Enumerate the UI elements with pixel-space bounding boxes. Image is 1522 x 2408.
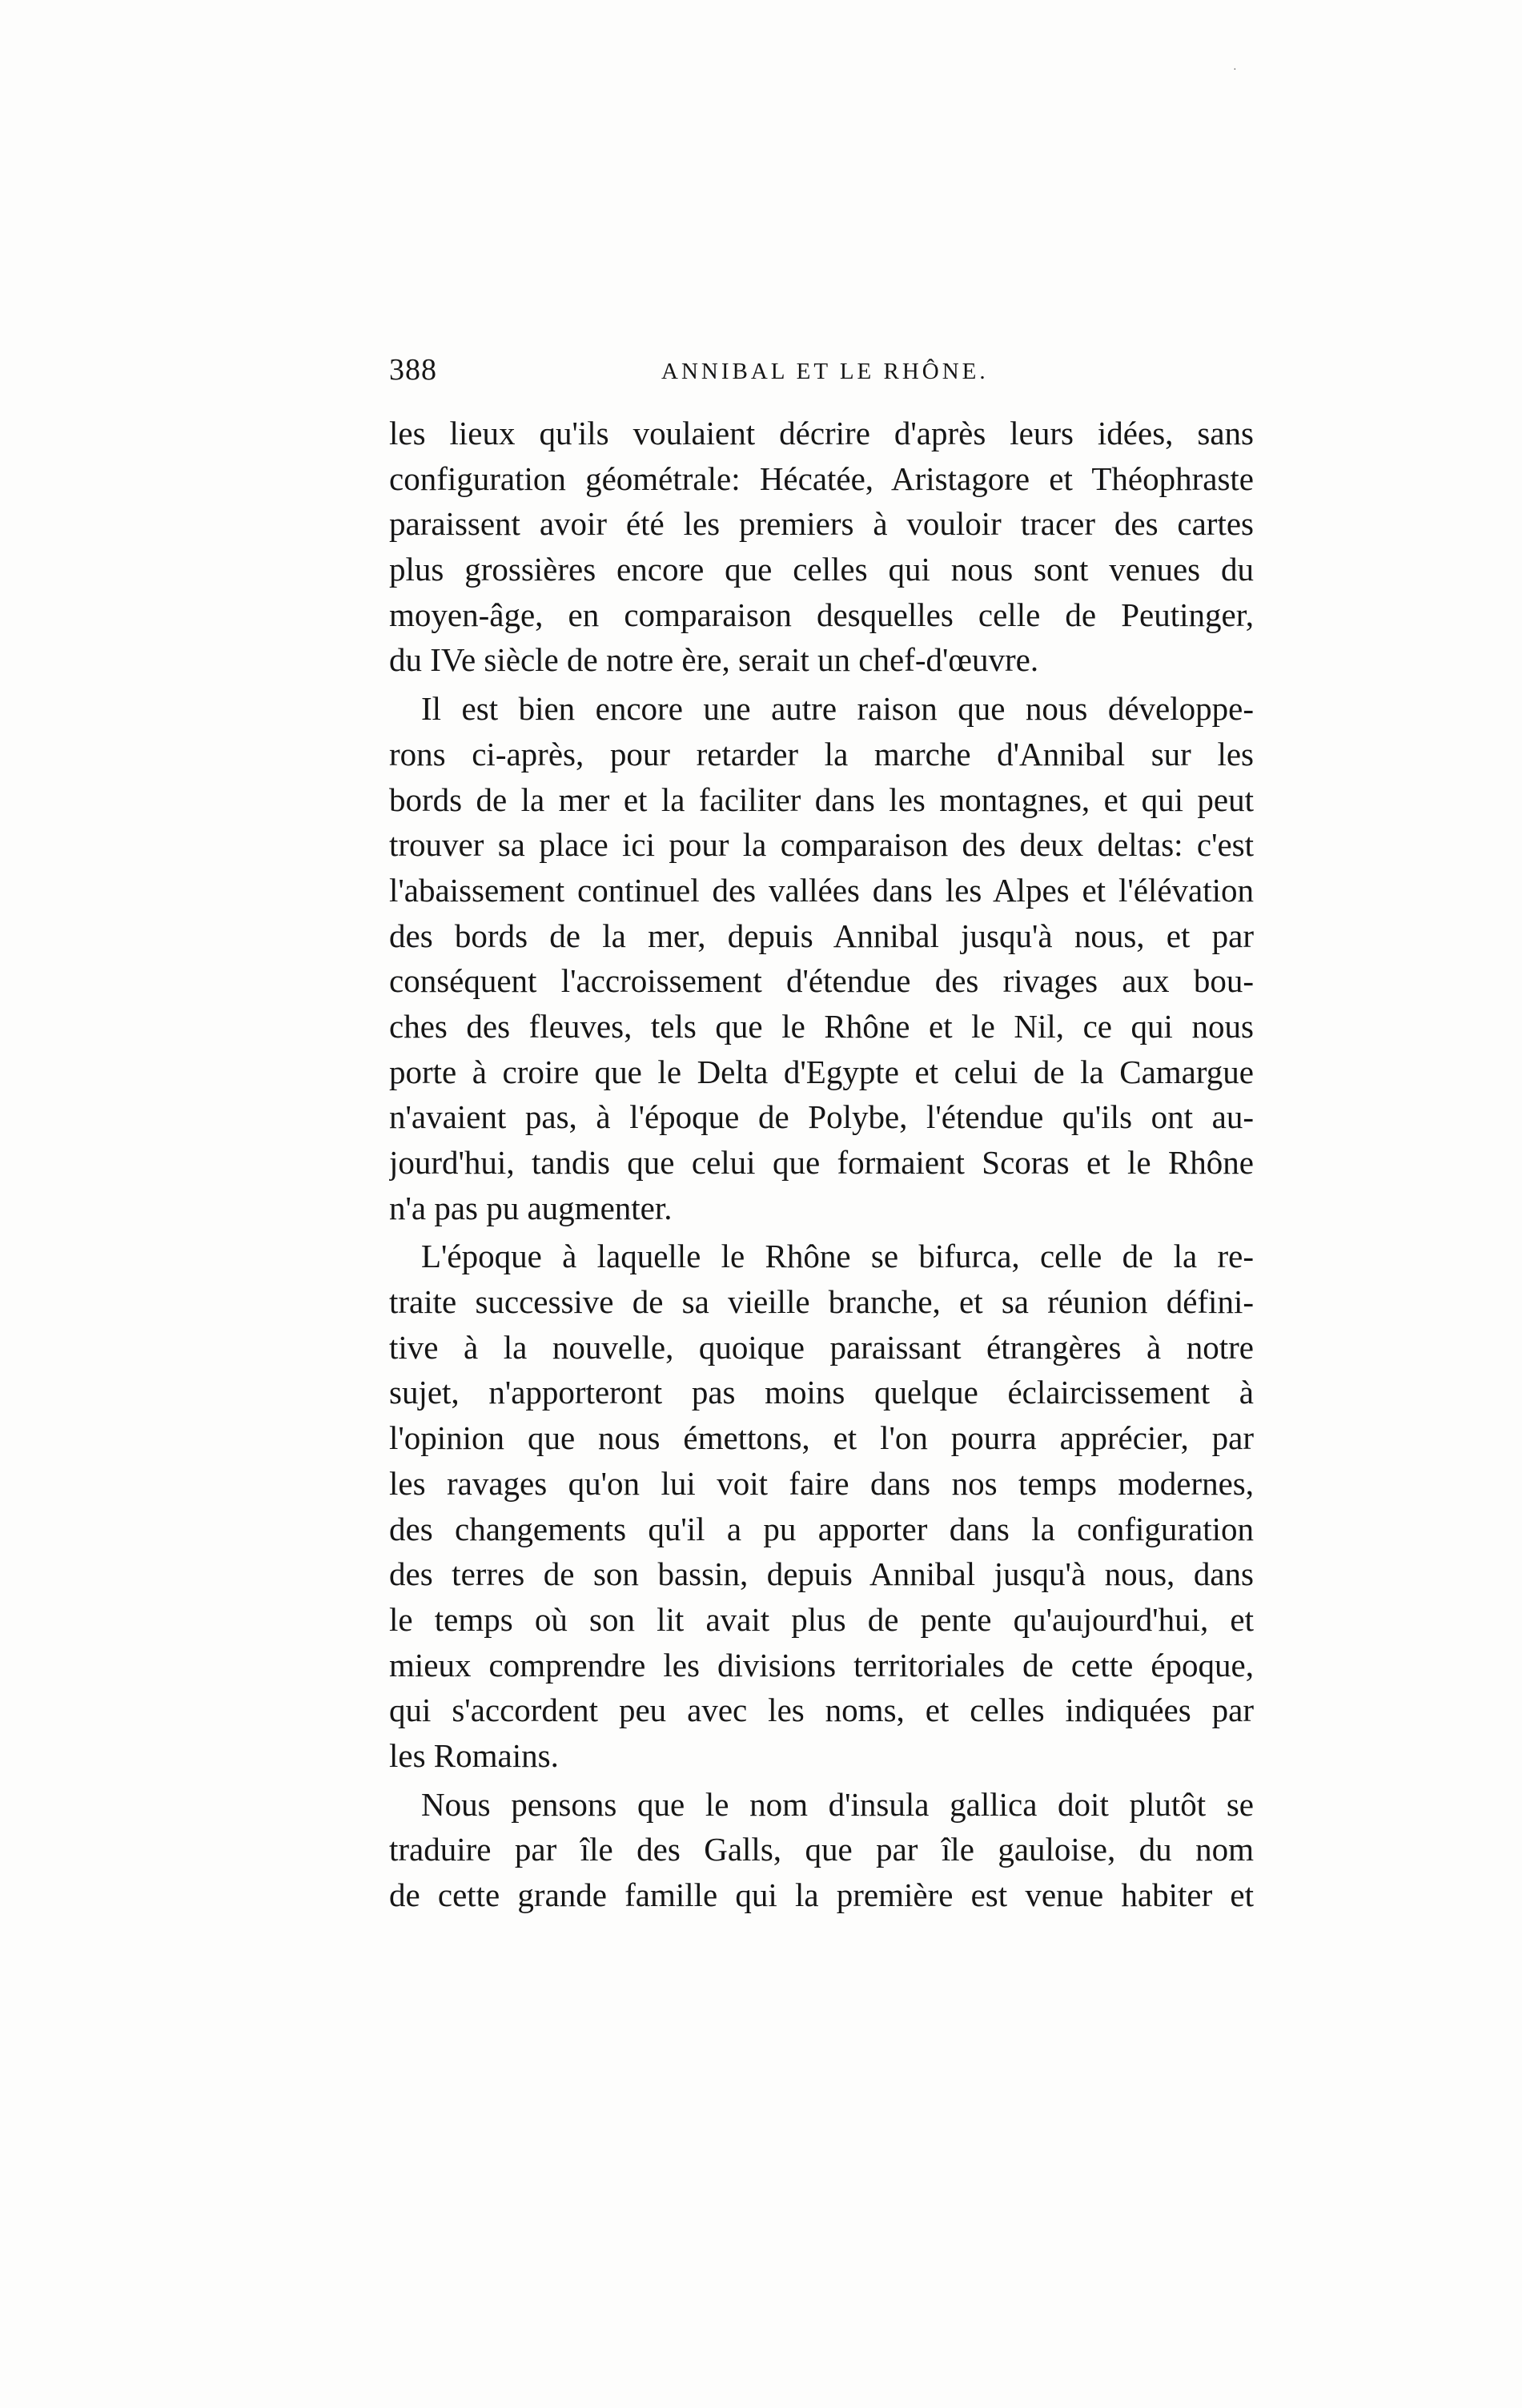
text-line: les lieux qu'ils voulaient décrire d'après leurs idées, sans	[389, 415, 1254, 451]
text-line: les Romains.	[389, 1736, 559, 1774]
text-line: bords de la mer et la faciliter dans les montagnes, et qui peut	[389, 781, 1254, 818]
text-line: n'avaient pas, à l'époque de Polybe, l'étendue qu'ils ont au-	[389, 1098, 1254, 1136]
text-line: l'opinion que nous émettons, et l'on pourra apprécier, par	[389, 1419, 1254, 1457]
stray-ink-mark: ·	[1233, 64, 1237, 76]
text-line: le temps où son lit avait plus de pente qu'aujourd'hui, et	[389, 1600, 1254, 1638]
text-line: Nous pensons que le nom d'insula gallica doit plutôt se	[421, 1785, 1254, 1823]
text-line: qui s'accordent peu avec les noms, et celles indiquées par	[389, 1692, 1254, 1729]
text-line: l'abaissement continuel des vallées dans les Alpes et l'élévation	[389, 871, 1254, 909]
text-line: des changements qu'il a pu apporter dans la configuration	[389, 1510, 1254, 1547]
text-line: des terres de son bassin, depuis Annibal jusqu'à nous, dans	[389, 1555, 1254, 1593]
body-text	[389, 411, 1254, 1918]
text-line: traduire par île des Galls, que par île gauloise, du nom	[389, 1831, 1254, 1868]
paragraph	[389, 1782, 1254, 1918]
text-line: traite successive de sa vieille branche, et sa réunion défini-	[389, 1283, 1254, 1321]
page-number: 388	[389, 353, 437, 387]
text-line: jourd'hui, tandis que celui que formaient Scoras et le Rhône	[389, 1144, 1254, 1181]
text-line: ches des fleuves, tels que le Rhône et le Nil, ce qui nous	[389, 1007, 1254, 1045]
text-line: n'a pas pu augmenter.	[389, 1189, 673, 1226]
text-line: plus grossières encore que celles qui nous sont venues du	[389, 551, 1254, 588]
running-head: ANNIBAL ET LE RHÔNE.	[661, 359, 989, 384]
text-line: les ravages qu'on lui voit faire dans nos temps modernes,	[389, 1464, 1254, 1502]
text-line: Il est bien encore une autre raison que nous développe-	[421, 690, 1254, 728]
text-line: des bords de la mer, depuis Annibal jusqu'à nous, et par	[389, 917, 1254, 954]
text-line: sujet, n'apporteront pas moins quelque éclaircissement à	[389, 1374, 1254, 1411]
text-line: porte à croire que le Delta d'Egypte et celui de la Camargue	[389, 1053, 1254, 1090]
text-line: configuration géométrale: Hécatée, Aristagore et Théophraste	[389, 460, 1254, 497]
text-line: rons ci-après, pour retarder la marche d'Annibal sur les	[389, 735, 1254, 773]
text-line: mieux comprendre les divisions territoriales de cette époque,	[389, 1646, 1254, 1684]
text-line: conséquent l'accroissement d'étendue des rivages aux bou-	[389, 962, 1254, 1000]
text-line: L'époque à laquelle le Rhône se bifurca, celle de la re-	[421, 1238, 1254, 1275]
text-line: trouver sa place ici pour la comparaison des deux deltas: c'est	[389, 826, 1254, 864]
text-line: paraissent avoir été les premiers à vouloir tracer des cartes	[389, 505, 1254, 543]
page-header	[389, 352, 1254, 392]
text-line: de cette grande famille qui la première est venue habiter et	[389, 1876, 1254, 1913]
paragraph	[389, 686, 1254, 1230]
paragraph	[389, 1234, 1254, 1778]
text-line: du IVe siècle de notre ère, serait un chef-d'œuvre.	[389, 641, 1039, 679]
paragraph	[389, 411, 1254, 683]
text-line: tive à la nouvelle, quoique paraissant étrangères à notre	[389, 1328, 1254, 1366]
text-line: moyen-âge, en comparaison desquelles celle de Peutinger,	[389, 596, 1254, 633]
